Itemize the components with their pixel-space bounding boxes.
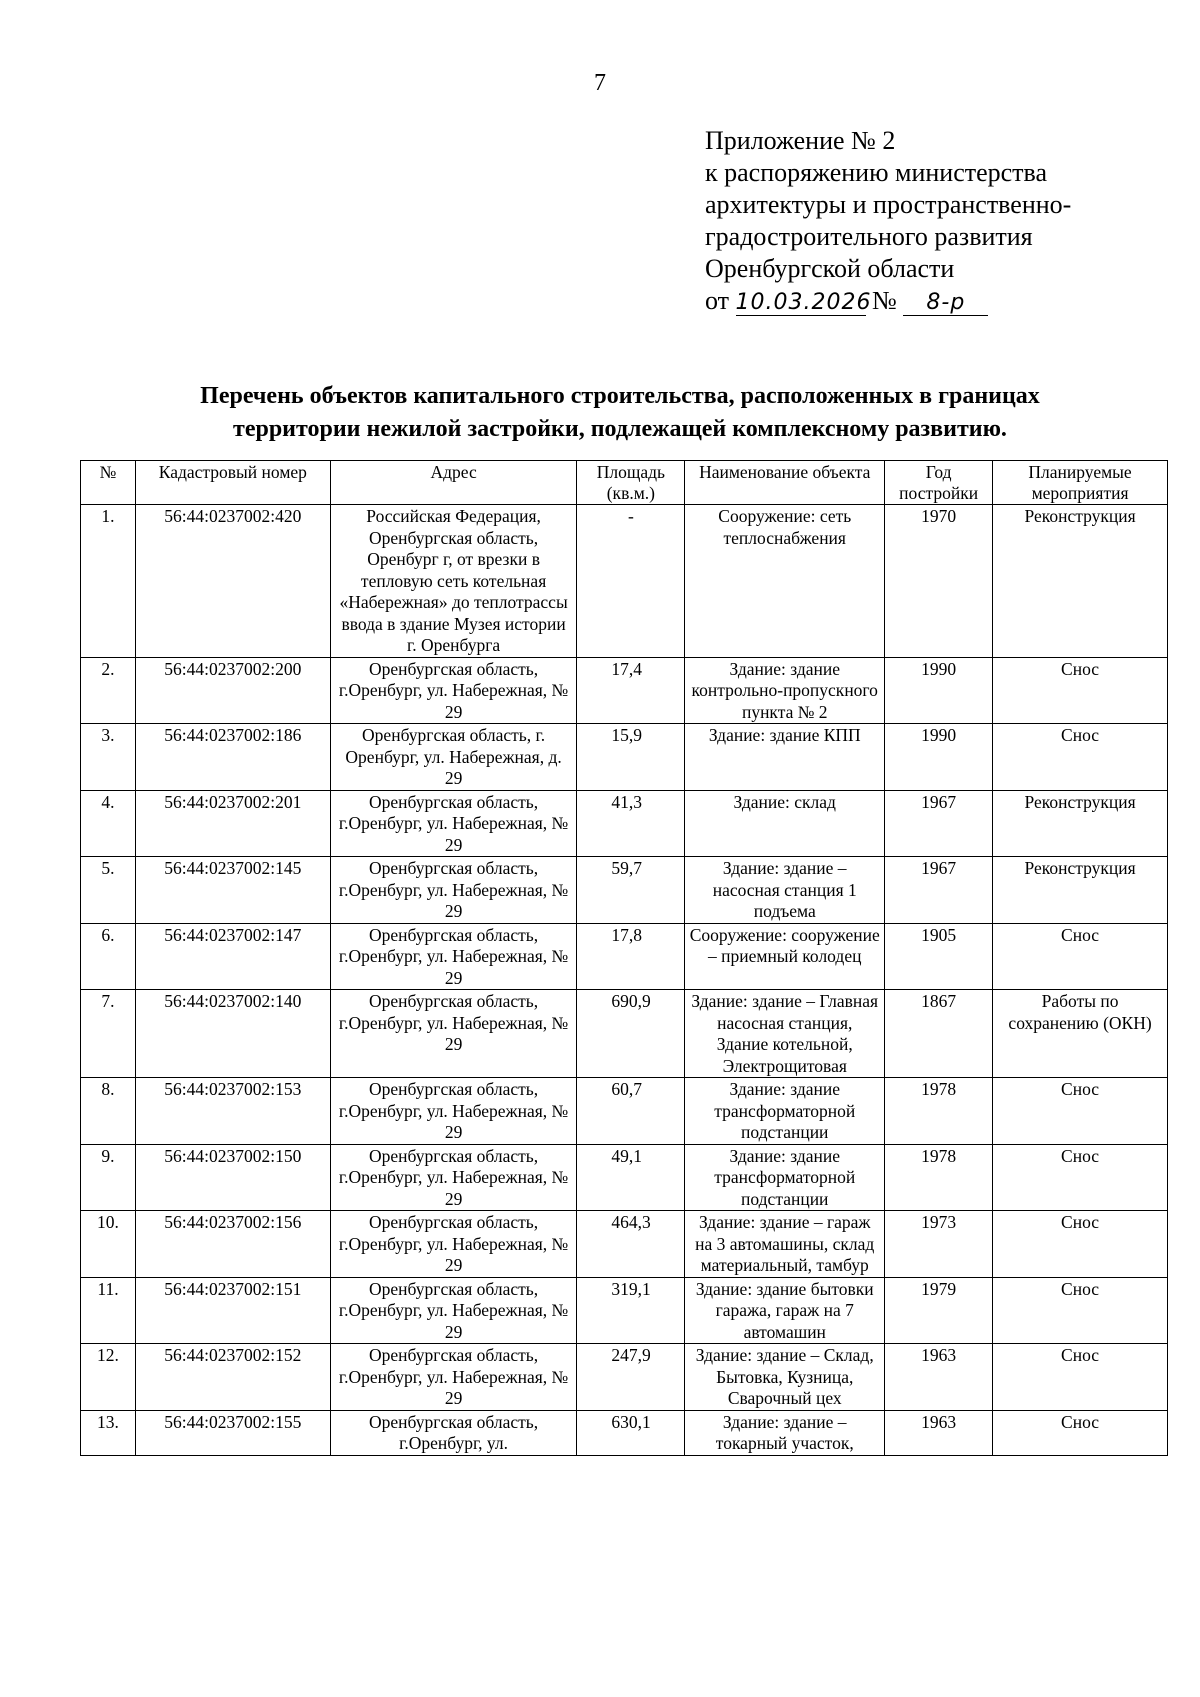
cell-address: Оренбургская область, г.Оренбург, ул.	[330, 1410, 577, 1455]
cell-name: Здание: здание – Главная насосная станция, Здание котельной, Электрощитовая	[685, 990, 885, 1078]
cell-year: 1970	[885, 505, 993, 658]
cell-name: Сооружение: сеть теплоснабжения	[685, 505, 885, 658]
cell-action: Снос	[993, 1344, 1168, 1411]
cell-address: Оренбургская область, г.Оренбург, ул. Набережная, № 29	[330, 1277, 577, 1344]
table-row	[81, 1277, 1168, 1344]
cell-year: 1963	[885, 1410, 993, 1455]
table-row	[81, 857, 1168, 924]
cell-address: Оренбургская область, г.Оренбург, ул. Набережная, № 29	[330, 1144, 577, 1211]
cell-num: 6.	[81, 923, 136, 990]
cell-num: 10.	[81, 1211, 136, 1278]
table-row	[81, 1344, 1168, 1411]
cell-action: Реконструкция	[993, 505, 1168, 658]
cell-action: Реконструкция	[993, 857, 1168, 924]
objects-table	[80, 460, 1168, 1456]
cell-year: 1967	[885, 790, 993, 857]
cell-name: Здание: здание – токарный участок,	[685, 1410, 885, 1455]
cell-cadastral: 56:44:0237002:201	[135, 790, 330, 857]
table-row	[81, 1144, 1168, 1211]
appendix-date-line	[705, 285, 1071, 317]
cell-area: -	[577, 505, 685, 658]
header-name: Наименование объекта	[685, 461, 885, 505]
cell-cadastral: 56:44:0237002:420	[135, 505, 330, 658]
table-header-row	[81, 461, 1168, 505]
cell-action: Работы по сохранению (ОКН)	[993, 990, 1168, 1078]
cell-cadastral: 56:44:0237002:186	[135, 724, 330, 791]
cell-cadastral: 56:44:0237002:200	[135, 657, 330, 724]
cell-area: 464,3	[577, 1211, 685, 1278]
title-line: Перечень объектов капитального строительства, расположенных в границах	[200, 383, 1040, 409]
cell-cadastral: 56:44:0237002:150	[135, 1144, 330, 1211]
cell-year: 1963	[885, 1344, 993, 1411]
cell-area: 60,7	[577, 1078, 685, 1145]
cell-name: Здание: здание трансформаторной подстанции	[685, 1078, 885, 1145]
cell-action: Снос	[993, 1211, 1168, 1278]
cell-address: Оренбургская область, г.Оренбург, ул. Набережная, № 29	[330, 1211, 577, 1278]
appendix-line: градостроительного развития	[705, 222, 1033, 251]
cell-name: Здание: здание – гараж на 3 автомашины, склад материальный, тамбур	[685, 1211, 885, 1278]
handwritten-date: 10.03.2026	[735, 290, 872, 315]
cell-name: Сооружение: сооружение – приемный колодец	[685, 923, 885, 990]
cell-cadastral: 56:44:0237002:155	[135, 1410, 330, 1455]
page-number: 7	[594, 70, 606, 96]
table-row	[81, 1078, 1168, 1145]
cell-num: 8.	[81, 1078, 136, 1145]
header-num: №	[81, 461, 136, 505]
cell-year: 1990	[885, 657, 993, 724]
cell-year: 1973	[885, 1211, 993, 1278]
cell-cadastral: 56:44:0237002:145	[135, 857, 330, 924]
cell-area: 49,1	[577, 1144, 685, 1211]
cell-address: Оренбургская область, г.Оренбург, ул. Набережная, № 29	[330, 923, 577, 990]
cell-action: Снос	[993, 724, 1168, 791]
cell-year: 1978	[885, 1144, 993, 1211]
cell-cadastral: 56:44:0237002:152	[135, 1344, 330, 1411]
cell-action: Снос	[993, 923, 1168, 990]
cell-cadastral: 56:44:0237002:156	[135, 1211, 330, 1278]
cell-num: 7.	[81, 990, 136, 1078]
cell-num: 12.	[81, 1344, 136, 1411]
cell-address: Оренбургская область, г.Оренбург, ул. Набережная, № 29	[330, 1078, 577, 1145]
document-title	[60, 380, 1180, 446]
header-year: Год постройки	[885, 461, 993, 505]
table-row	[81, 923, 1168, 990]
table-row	[81, 790, 1168, 857]
handwritten-number: 8-р	[903, 291, 988, 316]
cell-name: Здание: здание контрольно-пропускного пункта № 2	[685, 657, 885, 724]
cell-num: 1.	[81, 505, 136, 658]
table-row	[81, 990, 1168, 1078]
appendix-block	[705, 125, 1071, 317]
cell-action: Снос	[993, 1144, 1168, 1211]
cell-year: 1905	[885, 923, 993, 990]
cell-cadastral: 56:44:0237002:140	[135, 990, 330, 1078]
cell-address: Оренбургская область, г. Оренбург, ул. Набережная, д. 29	[330, 724, 577, 791]
cell-num: 2.	[81, 657, 136, 724]
cell-cadastral: 56:44:0237002:151	[135, 1277, 330, 1344]
header-address: Адрес	[330, 461, 577, 505]
cell-year: 1967	[885, 857, 993, 924]
cell-year: 1990	[885, 724, 993, 791]
cell-num: 4.	[81, 790, 136, 857]
table-row	[81, 1211, 1168, 1278]
cell-area: 247,9	[577, 1344, 685, 1411]
cell-area: 59,7	[577, 857, 685, 924]
cell-num: 13.	[81, 1410, 136, 1455]
cell-action: Снос	[993, 1410, 1168, 1455]
header-cadastral: Кадастровый номер	[135, 461, 330, 505]
cell-name: Здание: здание трансформаторной подстанции	[685, 1144, 885, 1211]
cell-area: 630,1	[577, 1410, 685, 1455]
cell-name: Здание: здание – Склад, Бытовка, Кузница, Сварочный цех	[685, 1344, 885, 1411]
cell-action: Снос	[993, 1277, 1168, 1344]
cell-name: Здание: склад	[685, 790, 885, 857]
cell-num: 9.	[81, 1144, 136, 1211]
cell-area: 17,8	[577, 923, 685, 990]
table-row	[81, 1410, 1168, 1455]
cell-name: Здание: здание КПП	[685, 724, 885, 791]
cell-num: 3.	[81, 724, 136, 791]
appendix-line: Оренбургской области	[705, 254, 955, 283]
appendix-line: архитектуры и пространственно-	[705, 190, 1072, 219]
cell-action: Снос	[993, 657, 1168, 724]
cell-address: Оренбургская область, г.Оренбург, ул. Набережная, № 29	[330, 790, 577, 857]
cell-address: Оренбургская область, г.Оренбург, ул. Набережная, № 29	[330, 1344, 577, 1411]
cell-cadastral: 56:44:0237002:147	[135, 923, 330, 990]
cell-year: 1867	[885, 990, 993, 1078]
cell-num: 11.	[81, 1277, 136, 1344]
table-row	[81, 657, 1168, 724]
cell-address: Российская Федерация, Оренбургская область, Оренбург г, от врезки в тепловую сеть котельная «Набережная» до теплотрассы ввода в здание Музея истории г. Оренбурга	[330, 505, 577, 658]
cell-year: 1979	[885, 1277, 993, 1344]
appendix-line: к распоряжению министерства	[705, 158, 1048, 187]
appendix-line: Приложение № 2	[705, 126, 896, 155]
table-row	[81, 724, 1168, 791]
cell-name: Здание: здание – насосная станция 1 подъема	[685, 857, 885, 924]
header-action: Планируемые мероприятия	[993, 461, 1168, 505]
cell-num: 5.	[81, 857, 136, 924]
cell-area: 15,9	[577, 724, 685, 791]
cell-name: Здание: здание бытовки гаража, гараж на 7 автомашин	[685, 1277, 885, 1344]
cell-area: 41,3	[577, 790, 685, 857]
cell-area: 17,4	[577, 657, 685, 724]
cell-area: 319,1	[577, 1277, 685, 1344]
date-prefix: от	[705, 286, 730, 315]
title-line: территории нежилой застройки, подлежащей комплексному развитию.	[233, 416, 1007, 442]
cell-address: Оренбургская область, г.Оренбург, ул. Набережная, № 29	[330, 990, 577, 1078]
header-area: Площадь (кв.м.)	[577, 461, 685, 505]
cell-action: Снос	[993, 1078, 1168, 1145]
cell-year: 1978	[885, 1078, 993, 1145]
cell-area: 690,9	[577, 990, 685, 1078]
cell-action: Реконструкция	[993, 790, 1168, 857]
cell-address: Оренбургская область, г.Оренбург, ул. Набережная, № 29	[330, 657, 577, 724]
number-prefix: №	[872, 286, 897, 315]
table-row	[81, 505, 1168, 658]
cell-cadastral: 56:44:0237002:153	[135, 1078, 330, 1145]
cell-address: Оренбургская область, г.Оренбург, ул. Набережная, № 29	[330, 857, 577, 924]
